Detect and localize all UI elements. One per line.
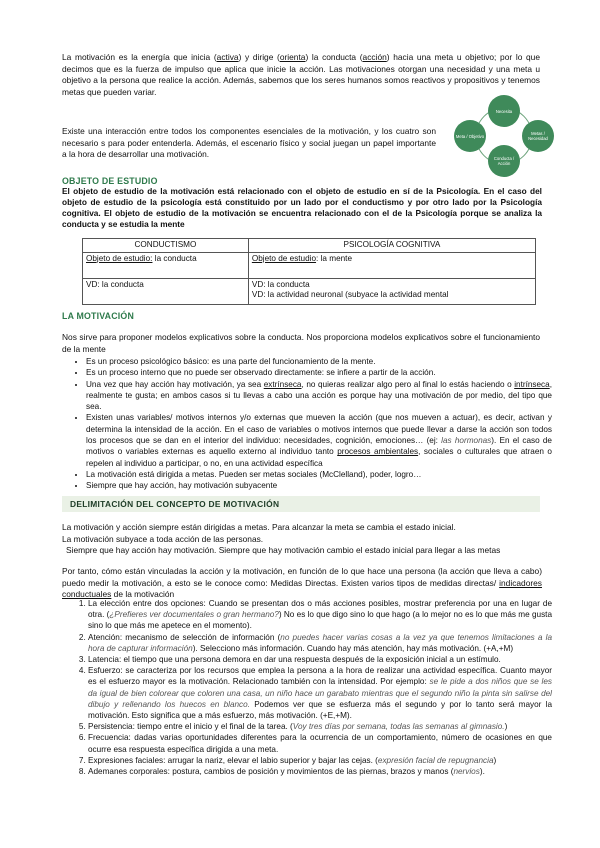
delimitacion-l2: La motivación subyace a toda acción de las personas. bbox=[62, 534, 264, 544]
intro-text-a: La motivación es la energía que inicia ( bbox=[62, 52, 217, 62]
interaction-paragraph bbox=[62, 126, 436, 161]
table-cell: VD: la conducta VD: la actividad neuronal (subyace la actividad mental bbox=[248, 278, 535, 304]
objeto-paragraph: El objeto de estudio de la motivación está relacionado con el objeto de estudio en sí de la Psicología. En el caso del objeto de estudio de la psicología está constituido por un lado por el conductismo y por otro lado por la Psicología cognitiva. El objeto de estudio de la motivación se encuentra relacionado con el de la Psicología porque se analiza la conducta y se estudia la mente bbox=[62, 186, 542, 229]
cycle-node-bottom: Conducta / Acción bbox=[488, 145, 520, 177]
cycle-node-top: Necesita bbox=[488, 95, 520, 127]
list-item: • Es un proceso interno que no puede ser observado directamente: se infiere a partir de la acción. bbox=[86, 367, 552, 378]
list-item: 5. Persistencia: tiempo entre el inicio y el final de la tarea. (Voy tres días por semana, todas las semanas al gimnasio.) bbox=[88, 721, 552, 732]
list-item: • Siempre que hay acción, hay motivación subyacente bbox=[86, 480, 552, 491]
table-cell: Objeto de estudio: la conducta bbox=[83, 252, 249, 278]
medidas-paragraph: Por tanto, cómo están vinculadas la acción y la motivación, en función de lo que hace una persona (la acción que lleva a cabo) puedo medir la motivación, a esto se le conoce como: Medidas Directas. Existen varios tipos de medidas directas/ indicadores conductuales de la motivación bbox=[62, 566, 542, 600]
list-item: 4. Esfuerzo: se caracteriza por los recursos que emplea la persona a la hora de realizar una actividad específica. Cuanto mayor es el esfuerzo mayor es la motivación. Relacionado también con la intensidad. Por ejemplo: se le pide a dos niños que se les da igual de bien colorear que coloren una casa, un niño hace un garabato mientras que el segundo niño la pinta sin salirse del dibujo y rellenando los huecos en blanco. Podemos ver que se esfuerza más el segundo y por lo tanto será mayor la motivación. Esto significa que a más esfuerzo, más motivación. (+E,+M). bbox=[88, 665, 552, 721]
intro-text-b: ) y dirige ( bbox=[238, 52, 280, 62]
list-item: 6. Frecuencia: dadas varias oportunidades diferentes para la ocurrencia de un comportamiento, número de ocasiones en que ocurre esa respuesta específica dirigida a una meta. bbox=[88, 732, 552, 754]
intro-text-d: ) hacia una meta u objetivo; por lo que decimos que es la fuerza de impulso que aplica que inicie la acción. Las motivaciones otorgan una necesidad y una meta u objetivo a la persona que realice la acción. Además, sabemos que los seres humanos somos reactivos y propositivos y tenemos metas que pueden variar. bbox=[62, 52, 540, 97]
list-item: 3. Latencia: el tiempo que una persona demora en dar una respuesta después de la exposición inicial a un estímulo. bbox=[88, 654, 552, 665]
list-item: • Existen unas variables/ motivos internos y/o externas que mueven la acción (que nos mueven a actuar), es decir, activan y determina la intensidad de la acción. En el caso de variables o motivos internos que puede llevar a darse la acción son todos los procesos que se dan en el interior del individuo: necesidades, cognición, emociones… (ej: las hormonas). En el caso de motivos o variables externas es aquello externo al individuo tanto procesos ambientales, sociales o culturales que atraen o repelen al individuo a participar, o no, en una actividad específica bbox=[86, 412, 552, 468]
activa-word: activa bbox=[216, 52, 239, 62]
table-header-conductismo: CONDUCTISMO bbox=[83, 239, 249, 253]
list-item: 8. Ademanes corporales: postura, cambios de posición y movimientos de las piernas, brazos y manos (nervios). bbox=[88, 766, 552, 777]
cycle-node-left: Meta / Objetivo bbox=[454, 120, 486, 152]
motivacion-intro: Nos sirve para proponer modelos explicativos sobre la conducta. Nos proporciona modelos explicativos sobre el funcionamiento de la mente bbox=[62, 332, 540, 354]
motivacion-heading: LA MOTIVACIÓN bbox=[62, 311, 134, 321]
interaction-text: Existe una interacción entre todos los componentes esenciales de la motivación, y los cuatro son necesario s para poder entenderla. Además, el escenario físico y social juegan un papel importante a la hora de desarrollar una motivación. bbox=[62, 126, 436, 160]
orienta-word: orienta bbox=[279, 52, 306, 62]
list-item: 7. Expresiones faciales: arrugar la nariz, elevar el labio superior y bajar las cejas. (expresión facial de repugnancia) bbox=[88, 755, 552, 766]
delimitacion-l3: Siempre que hay acción hay motivación. Siempre que hay motivación cambio el estado inicial para llegar a las metas bbox=[66, 545, 501, 555]
objeto-heading: OBJETO DE ESTUDIO bbox=[62, 176, 158, 186]
cycle-node-right: Metas / Necesidad bbox=[522, 120, 554, 152]
accion-word: acción bbox=[362, 52, 387, 62]
delimitacion-heading: DELIMITACIÓN DEL CONCEPTO DE MOTIVACIÓN bbox=[70, 499, 280, 509]
intro-text-c: ) la conducta ( bbox=[305, 52, 363, 62]
list-item: • La motivación está dirigida a metas. Pueden ser metas sociales (McClelland), poder, logro… bbox=[86, 469, 552, 480]
list-item: • Una vez que hay acción hay motivación, ya sea extrínseca, no quieras realizar algo pero al final lo estás haciendo o intrínseca, realmente te gusta; en ambos casos si tu llevas a cabo una acción es porque hay una motivación de por medio, del tipo que sea. bbox=[86, 379, 552, 413]
table-cell: Objeto de estudio: la mente bbox=[248, 252, 535, 278]
table-header-cognitiva: PSICOLOGÍA COGNITIVA bbox=[248, 239, 535, 253]
motivation-cycle-diagram bbox=[454, 95, 554, 177]
list-item: 2. Atención: mecanismo de selección de información (no puedes hacer varias cosas a la vez ya que tenemos limitaciones a la hora de capturar información). Selecciono más información. Cuando hay más atención, hay más motivación. (+A,+M) bbox=[88, 632, 552, 654]
table-cell: VD: la conducta bbox=[83, 278, 249, 304]
delimitacion-band bbox=[62, 496, 540, 512]
delimitacion-l1: La motivación y acción siempre están dirigidas a metas. Para alcanzar la meta se cambia el estado inicial. bbox=[62, 522, 456, 532]
indicators-list bbox=[76, 598, 552, 777]
intro-paragraph bbox=[62, 52, 540, 98]
list-item: • Es un proceso psicológico básico: es una parte del funcionamiento de la mente. bbox=[86, 356, 552, 367]
motivacion-bullets bbox=[74, 356, 552, 492]
list-item: 1. La elección entre dos opciones: Cuando se presentan dos o más acciones posibles, mostrar preferencia por una en lugar de otra. (¿Prefieres ver documentales o gran hermano?) No es lo que digo sino lo que hago (a lo mejor no es lo que más me gusta sino lo que más me apetece en el momento). bbox=[88, 598, 552, 632]
comparison-table bbox=[82, 238, 536, 305]
